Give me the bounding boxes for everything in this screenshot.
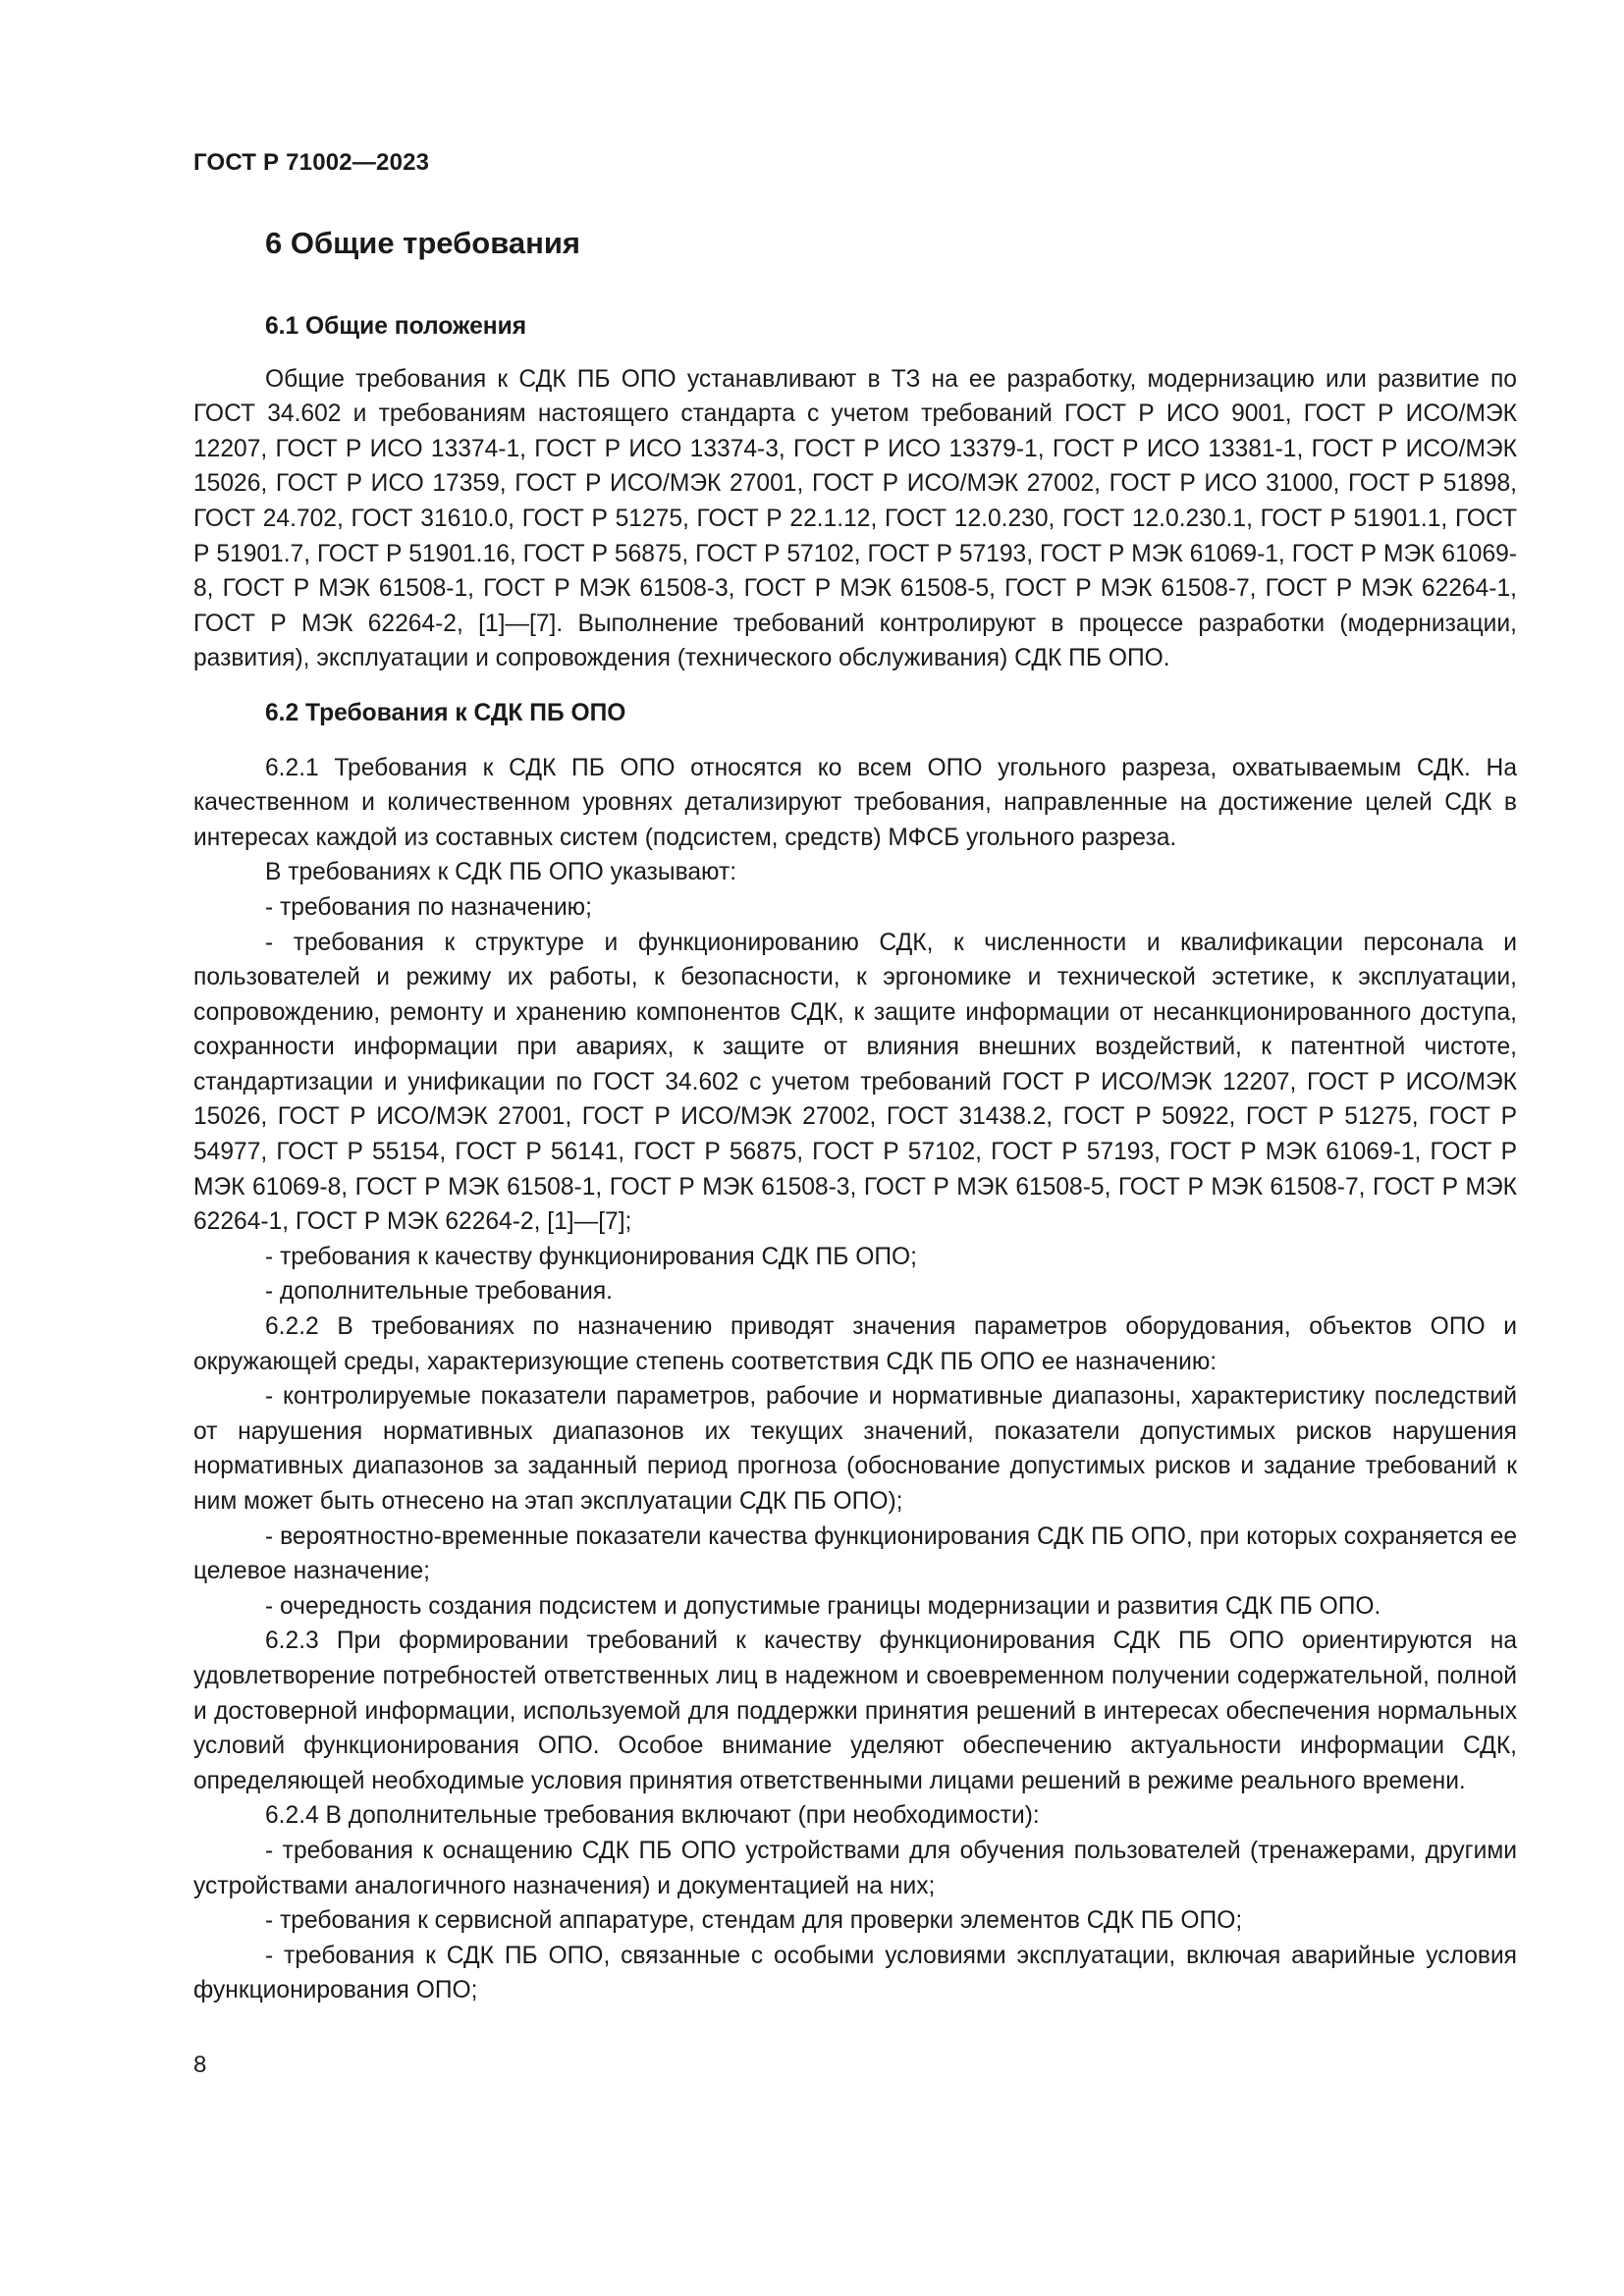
paragraph-6-2-1: 6.2.1 Требования к СДК ПБ ОПО относятся ко всем ОПО угольного разреза, охватываемым СДК. На качественном и количественном уровнях детализируют требования, направленные на достижение целей СДК в интересах каждой из составных систем (подсистем, средств) МФСБ угольного разреза. (193, 754, 1517, 851)
list-item: - контролируемые показатели параметров, рабочие и нормативные диапазоны, характеристику последствий от нарушения нормативных диапазонов их текущих значений, показатели допустимых рисков нарушения нормативных диапазонов за заданный период прогноза (обоснование допустимых рисков и задание требований к ним может быть отнесено на этап эксплуатации СДК ПБ ОПО); (193, 1383, 1517, 1515)
list-item: - требования к СДК ПБ ОПО, связанные с особыми условиями эксплуатации, включая аварийные условия функционирования ОПО; (193, 1942, 1517, 2004)
section-title: 6 Общие требования (265, 226, 580, 260)
list-item: - очередность создания подсистем и допустимые границы модернизации и развития СДК ПБ ОПО. (265, 1592, 1381, 1620)
document-header: ГОСТ Р 71002—2023 (193, 149, 430, 176)
paragraph-6-1: Общие требования к СДК ПБ ОПО устанавливают в ТЗ на ее разработку, модернизацию или развитие по ГОСТ 34.602 и требованиям настоящего стандарта с учетом требований ГОСТ Р ИСО 9001, ГОСТ Р ИСО/МЭК 12207, ГОСТ Р ИСО 13374-1, ГОСТ Р ИСО 13374-3, ГОСТ Р ИСО 13379-1, ГОСТ Р ИСО 13381-1, ГОСТ Р ИСО/МЭК 15026, ГОСТ Р ИСО 17359, ГОСТ Р ИСО/МЭК 27001, ГОСТ Р ИСО/МЭК 27002, ГОСТ Р ИСО 31000, ГОСТ Р 51898, ГОСТ 24.702, ГОСТ 31610.0, ГОСТ Р 51275, ГОСТ Р 22.1.12, ГОСТ 12.0.230, ГОСТ 12.0.230.1, ГОСТ Р 51901.1, ГОСТ Р 51901.7, ГОСТ Р 51901.16, ГОСТ Р 56875, ГОСТ Р 57102, ГОСТ Р 57193, ГОСТ Р МЭК 61069-1, ГОСТ Р МЭК 61069-8, ГОСТ Р МЭК 61508-1, ГОСТ Р МЭК 61508-3, ГОСТ Р МЭК 61508-5, ГОСТ Р МЭК 61508-7, ГОСТ Р МЭК 62264-1, ГОСТ Р МЭК 62264-2, [1]—[7]. Выполнение требований контролируют в процессе разработки (модернизации, развития), эксплуатации и сопровождения (технического обслуживания) СДК ПБ ОПО. (193, 365, 1517, 672)
list-item: - дополнительные требования. (265, 1278, 614, 1306)
paragraph-6-2-3: 6.2.3 При формировании требований к качеству функционирования СДК ПБ ОПО ориентируются на удовлетворение потребностей ответственных лиц в надежном и своевременном получении содержательной, полной и достоверной информации, используемой для поддержки принятия решений в интересах обеспечения нормальных условий функционирования ОПО. Особое внимание уделяют обеспечению актуальности информации СДК, определяющей необходимые условия принятия ответственными лицами решений в режиме реального времени. (193, 1628, 1517, 1794)
document-body (193, 309, 1517, 2008)
list-item: - требования к структуре и функционированию СДК, к численности и квалификации персонала и пользователей и режиму их работы, к безопасности, к эргономике и технической эстетике, к эксплуатации, сопровождению, ремонту и хранению компонентов СДК, к защите информации от несанкционированного доступа, сохранности информации при авариях, к защите от влияния внешних воздействий, к патентной чистоте, стандартизации и унификации по ГОСТ 34.602 с учетом требований ГОСТ Р ИСО/МЭК 12207, ГОСТ Р ИСО/МЭК 15026, ГОСТ Р ИСО/МЭК 27001, ГОСТ Р ИСО/МЭК 27002, ГОСТ 31438.2, ГОСТ Р 50922, ГОСТ Р 51275, ГОСТ Р 54977, ГОСТ Р 55154, ГОСТ Р 56141, ГОСТ Р 56875, ГОСТ Р 57102, ГОСТ Р 57193, ГОСТ Р МЭК 61069-1, ГОСТ Р МЭК 61069-8, ГОСТ Р МЭК 61508-1, ГОСТ Р МЭК 61508-3, ГОСТ Р МЭК 61508-5, ГОСТ Р МЭК 61508-7, ГОСТ Р МЭК 62264-1, ГОСТ Р МЭК 62264-2, [1]—[7]; (193, 929, 1517, 1236)
paragraph-list-intro: В требованиях к СДК ПБ ОПО указывают: (265, 859, 737, 886)
page-number: 8 (193, 2052, 207, 2078)
subsection-title-6-1: 6.1 Общие положения (265, 313, 527, 340)
paragraph-6-2-4: 6.2.4 В дополнительные требования включают (при необходимости): (265, 1802, 1040, 1830)
list-item: - вероятностно-временные показатели качества функционирования СДК ПБ ОПО, при которых сохраняется ее целевое назначение; (193, 1522, 1517, 1585)
list-item: - требования по назначению; (265, 893, 592, 921)
list-item: - требования к сервисной аппаратуре, стендам для проверки элементов СДК ПБ ОПО; (265, 1907, 1243, 1935)
list-item: - требования к оснащению СДК ПБ ОПО устройствами для обучения пользователей (тренажерами, другими устройствами аналогичного назначения) и документацией на них; (193, 1837, 1517, 1899)
paragraph-6-2-2: 6.2.2 В требованиях по назначению приводят значения параметров оборудования, объектов ОПО и окружающей среды, характеризующие степень соответствия СДК ПБ ОПО ее назначению: (193, 1313, 1517, 1375)
subsection-title-6-2: 6.2 Требования к СДК ПБ ОПО (265, 699, 626, 726)
list-item: - требования к качеству функционирования СДК ПБ ОПО; (265, 1243, 917, 1270)
